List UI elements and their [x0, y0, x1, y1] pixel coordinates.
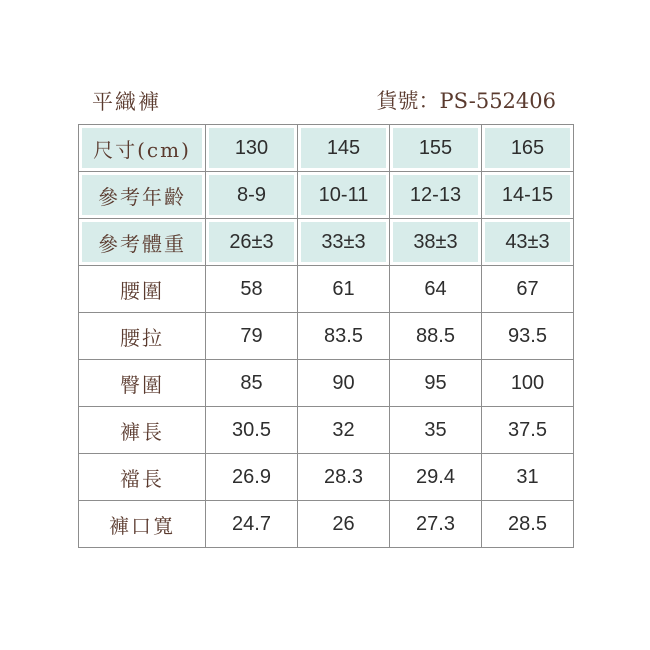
weight-row: [79, 219, 574, 266]
measure-cell: 83.5: [298, 313, 390, 360]
measure-cell: 32: [298, 407, 390, 454]
measure-cell: 28.5: [482, 501, 574, 548]
measure-cell: 64: [390, 266, 482, 313]
measure-cell: 61: [298, 266, 390, 313]
product-name: 平織褲: [92, 90, 161, 114]
measure-cell: 28.3: [298, 454, 390, 501]
size-header-row: [79, 125, 574, 172]
weight-cell: 33±3: [298, 219, 390, 266]
age-cell: 14-15: [482, 172, 574, 219]
measure-cell: 31: [482, 454, 574, 501]
waist-stretch-row: [79, 313, 574, 360]
measure-cell: 100: [482, 360, 574, 407]
size-cell: 130: [206, 125, 298, 172]
size-cell: 165: [482, 125, 574, 172]
measure-cell: 29.4: [390, 454, 482, 501]
pants-length-row: [79, 407, 574, 454]
measure-cell: 90: [298, 360, 390, 407]
weight-cell: 38±3: [390, 219, 482, 266]
row-label: 腰圍: [79, 266, 206, 313]
measure-cell: 79: [206, 313, 298, 360]
measure-cell: 30.5: [206, 407, 298, 454]
waist-row: [79, 266, 574, 313]
product-code: 貨號：PS-552406: [376, 89, 556, 113]
leg-opening-row: [79, 501, 574, 548]
age-cell: 8-9: [206, 172, 298, 219]
size-cell: 155: [390, 125, 482, 172]
measure-cell: 85: [206, 360, 298, 407]
measure-cell: 24.7: [206, 501, 298, 548]
measure-cell: 27.3: [390, 501, 482, 548]
weight-label: 參考體重: [79, 219, 206, 266]
row-label: 腰拉: [79, 313, 206, 360]
measure-cell: 35: [390, 407, 482, 454]
age-row: [79, 172, 574, 219]
measure-cell: 95: [390, 360, 482, 407]
measure-cell: 67: [482, 266, 574, 313]
row-label: 褲口寬: [79, 501, 206, 548]
age-label: 參考年齡: [79, 172, 206, 219]
measure-cell: 93.5: [482, 313, 574, 360]
size-cell: 145: [298, 125, 390, 172]
hip-row: [79, 360, 574, 407]
size-header-label: 尺寸(cm): [79, 125, 206, 172]
measure-cell: 26: [298, 501, 390, 548]
age-cell: 12-13: [390, 172, 482, 219]
row-label: 褲長: [79, 407, 206, 454]
weight-cell: 43±3: [482, 219, 574, 266]
weight-cell: 26±3: [206, 219, 298, 266]
row-label: 臀圍: [79, 360, 206, 407]
measure-cell: 88.5: [390, 313, 482, 360]
size-table: [78, 124, 574, 548]
measure-cell: 26.9: [206, 454, 298, 501]
measure-cell: 37.5: [482, 407, 574, 454]
measure-cell: 58: [206, 266, 298, 313]
age-cell: 10-11: [298, 172, 390, 219]
rise-row: [79, 454, 574, 501]
row-label: 襠長: [79, 454, 206, 501]
